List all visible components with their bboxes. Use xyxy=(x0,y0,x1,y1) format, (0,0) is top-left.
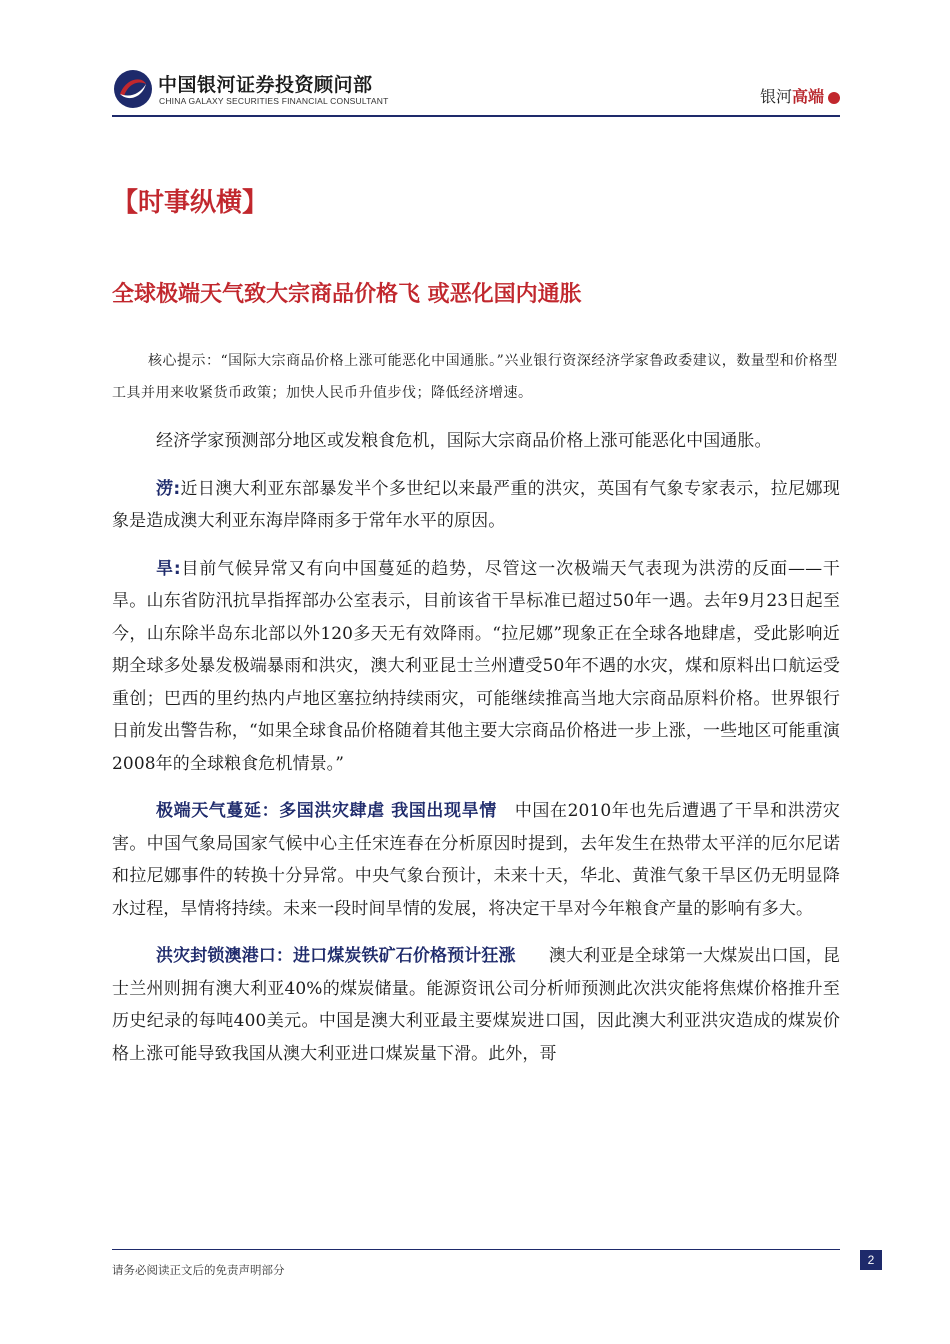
paragraph xyxy=(112,553,840,781)
paragraph-text: 经济学家预测部分地区或发粮食危机，国际大宗商品价格上涨可能恶化中国通胀。 xyxy=(156,431,772,451)
brand-seal-icon xyxy=(828,92,840,104)
section-title: 【时事纵横】 xyxy=(112,188,269,218)
paragraph-text: 中国在2010年也先后遭遇了干旱和洪涝灾害。中国气象局国家气候中心主任宋连春在分析原因时提到，去年发生在热带太平洋的厄尔尼诺和拉尼娜事件的转换十分异常。中央气象台预计，未来十天，华北、黄淮气象干旱区仍无明显降水过程，旱情将持续。未来一段时间旱情的发展，将决定干旱对今年粮食产量的影响有多大。 xyxy=(112,801,841,919)
header-divider xyxy=(112,115,840,117)
article-summary: 核心提示：“国际大宗商品价格上涨可能恶化中国通胀。”兴业银行资深经济学家鲁政委建议，数量型和价格型工具并用来收紧货币政策；加快人民币升值步伐；降低经济增速。 xyxy=(112,353,838,401)
article-body xyxy=(112,425,840,1085)
company-name-cn: 中国银河证券投资顾问部 xyxy=(158,74,373,96)
page-header xyxy=(112,62,840,114)
paragraph xyxy=(112,425,840,458)
paragraph-lead: 极端天气蔓延：多国洪灾肆虐 我国出现旱情 xyxy=(156,801,497,821)
paragraph-lead: 涝: xyxy=(156,478,181,499)
disclaimer-note: 请务必阅读正文后的免责声明部分 xyxy=(112,1263,285,1277)
brand-mark xyxy=(760,84,824,107)
company-name-en: CHINA GALAXY SECURITIES FINANCIAL CONSULTANT xyxy=(159,96,389,106)
brand-prefix: 银河 xyxy=(759,87,792,106)
galaxy-logo-icon xyxy=(112,68,154,110)
footer-divider xyxy=(112,1249,840,1250)
paragraph-lead: 洪灾封锁澳港口：进口煤炭铁矿石价格预计狂涨 xyxy=(156,946,516,966)
paragraph xyxy=(112,940,840,1070)
article-title: 全球极端天气致大宗商品价格飞 或恶化国内通胀 xyxy=(112,282,582,307)
paragraph-lead: 旱: xyxy=(156,558,181,579)
paragraph-text: 目前气候异常又有向中国蔓延的趋势，尽管这一次极端天气表现为洪涝的反面——干旱。山东省防汛抗旱指挥部办公室表示，目前该省干旱标准已超过50年一遇。去年9月23日起至今，山东除半岛东北部以外120多天无有效降雨。“拉尼娜”现象正在全球各地肆虐，受此影响近期全球多处暴发极端暴雨和洪灾，澳大利亚昆士兰州遭受50年不遇的水灾，煤和原料出口航运受重创；巴西的里约热内卢地区塞拉纳持续雨灾，可能继续推高当地大宗商品原料价格。世界银行日前发出警告称，“如果全球食品价格随着其他主要大宗商品价格进一步上涨，一些地区可能重演2008年的全球粮食危机情景。” xyxy=(112,558,841,774)
paragraph-text: 澳大利亚是全球第一大煤炭出口国，昆士兰州则拥有澳大利亚40%的煤炭储量。能源资讯公司分析师预测此次洪灾能将焦煤价格推升至历史纪录的每吨400美元。中国是澳大利亚最主要煤炭进口国，因此澳大利亚洪灾造成的煤炭价格上涨可能导致我国从澳大利亚进口煤炭量下滑。此外，哥 xyxy=(112,946,840,1064)
paragraph xyxy=(112,795,840,925)
brand-highlight: 高端 xyxy=(791,87,824,106)
paragraph xyxy=(112,473,840,538)
paragraph-text: 近日澳大利亚东部暴发半个多世纪以来最严重的洪灾，英国有气象专家表示，拉尼娜现象是造成澳大利亚东海岸降雨多于常年水平的原因。 xyxy=(112,478,840,531)
page-number: 2 xyxy=(860,1250,882,1270)
